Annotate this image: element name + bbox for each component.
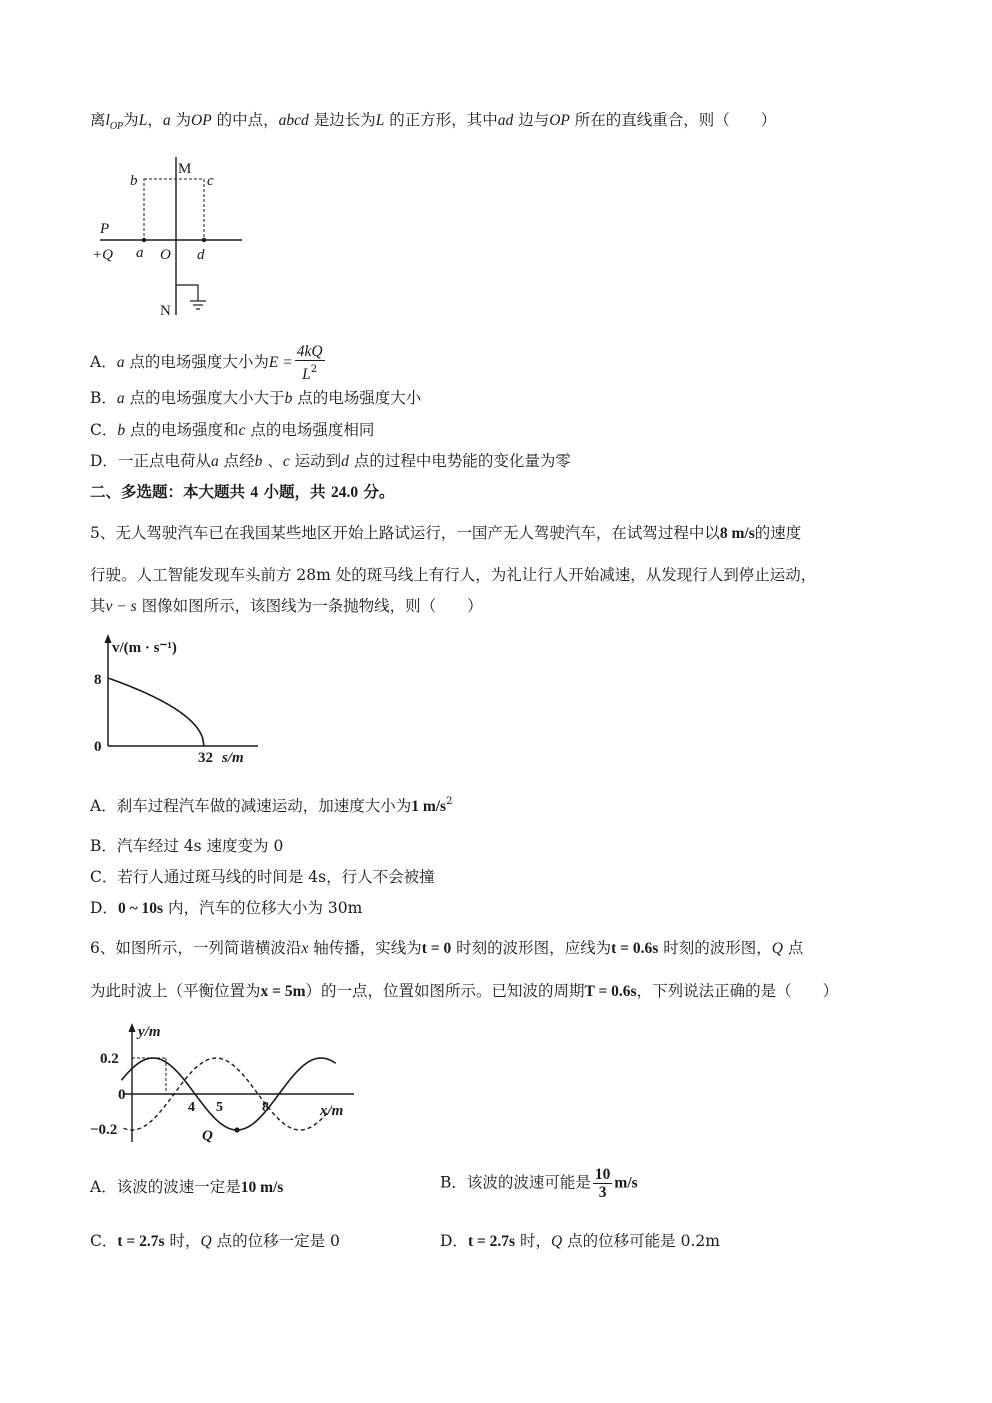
q6-option-d: D．t = 2.7s 时，Q 点的位移可能是 0.2m [440,1232,720,1250]
q4-option-d: D．一正点电荷从a 点经b 、c 运动到d 点的过程中电势能的变化量为零 [90,452,571,470]
q5-option-a: A．刹车过程汽车做的减速运动，加速度大小为1 $m/s^2$ [90,796,453,815]
y-tick-8: 8 [94,672,102,688]
x-axis-label: s/m [222,750,244,766]
label-a: a [136,245,144,261]
label-n: N [160,303,171,319]
q5-stem-line2: 行驶。人工智能发现车头前方 28m 处的斑马线上有行人，为礼让行人开始减速，从发现行人到停止运动， [90,566,817,584]
q4-option-c: C．b 点的电场强度和c 点的电场强度相同 [90,421,375,439]
y-arrow [105,634,112,643]
label-p: P [100,221,110,237]
point-a [142,238,146,242]
q4-figure [90,155,250,320]
label-d: d [197,247,205,263]
q5-option-c: C．若行人通过斑马线的时间是 4s，行人不会被撞 [90,868,435,886]
q5-option-d: D．0 ~ 10s 内，汽车的位移大小为 30m [90,899,363,917]
y-axis-label: y/m [138,1024,161,1040]
q6-stem-line1: 6、如图所示，一列简谐横波沿x 轴传播，实线为t = 0 时刻的波形图，应线为t = 0.6s 时刻的波形图，Q 点 [90,939,804,957]
y-tick-neg: −0.2 [90,1122,118,1138]
q5-vs-graph [88,630,268,770]
label-m: M [178,161,192,177]
q5-option-b: B．汽车经过 4s 速度变为 0 [90,837,284,855]
q5-stem-line1: 5、无人驾驶汽车已在我国某些地区开始上路试运行，一国产无人驾驶汽车，在试驾过程中以8 m/s的速度 [90,524,802,542]
q5-stem-line3: 其v − s 图像如图所示，该图线为一条抛物线，则（ ） [90,597,483,615]
x-axis-label: x/m [320,1103,344,1119]
q4-option-a: A．a 点的电场强度大小为E = $\frac{4kQ}{L^2}$ [90,343,323,383]
q6-option-a: A．该波的波速一定是10 m/s [90,1178,284,1196]
q4-stem: 离$l_{OP}$为L，a 为OP 的中点，abcd 是边长为L 的正方形，其中ad 边与OP 所在的直线重合，则（ ） [90,111,777,132]
ground-wire [176,285,198,301]
x-tick-5: 5 [216,1100,223,1115]
point-d [202,238,206,242]
q6-option-c: C．t = 2.7s 时，Q 点的位移一定是 0 [90,1232,340,1250]
label-c: c [207,173,214,189]
parabola-curve [108,678,204,746]
x-tick-32: 32 [198,750,213,766]
label-q: Q [202,1128,213,1144]
point-q [234,1127,239,1132]
y-tick-pos: 0.2 [100,1051,119,1067]
q4-option-b: B．a 点的电场强度大小大于b 点的电场强度大小 [90,389,422,407]
x-tick-4: 4 [188,1100,195,1115]
x-tick-8: 8 [262,1100,269,1115]
label-b: b [130,173,138,189]
label-q: +Q [92,247,113,263]
square-abcd [144,179,204,240]
y-tick-zero: 0 [118,1087,126,1103]
q6-option-b: B．该波的波速可能是 $\frac{10}{3}$ m/s [440,1166,638,1201]
q6-stem-line2: 为此时波上（平衡位置为x = 5m）的一点，位置如图所示。已知波的周期T = 0.6s，下列说法正确的是（ ） [90,982,839,1000]
origin-label: 0 [94,739,102,755]
y-axis-label: v/(m · s⁻¹) [112,640,177,656]
section-heading: 二、多选题：本大题共 4 小题，共 24.0 分。 [90,483,395,501]
y-arrow [129,1023,136,1032]
label-o: O [160,247,171,263]
q6-wave-figure [88,1018,368,1148]
